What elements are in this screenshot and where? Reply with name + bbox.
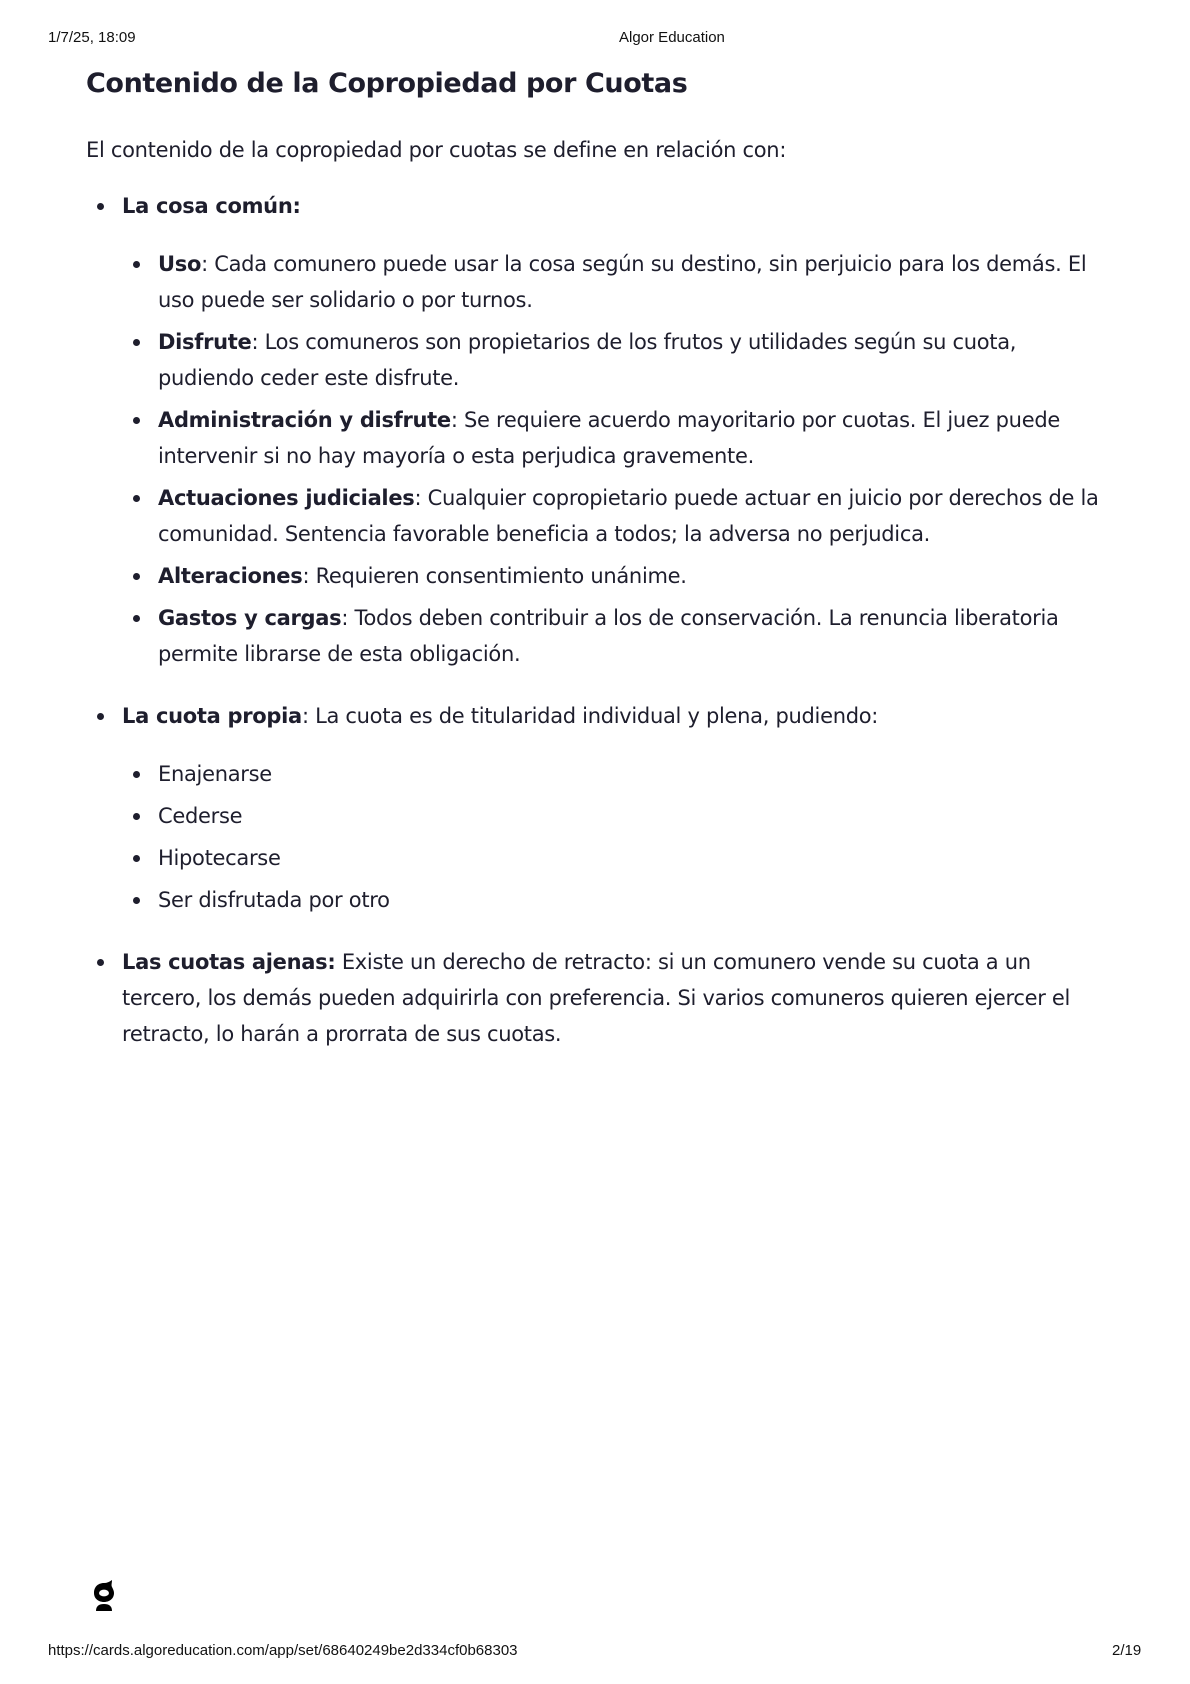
sub-list-item <box>122 402 1116 474</box>
main-list <box>86 188 1116 1052</box>
document-content <box>86 62 1116 1078</box>
sub-list <box>122 246 1116 672</box>
sub-item-text: Enajenarse <box>158 762 272 786</box>
sub-list-item <box>122 798 1116 834</box>
sub-list-item <box>122 840 1116 876</box>
sub-item-term: Disfrute <box>158 330 252 354</box>
list-item-cosa-comun <box>86 188 1116 672</box>
sub-item-term: Actuaciones judiciales <box>158 486 415 510</box>
sub-list-item <box>122 558 1116 594</box>
print-site-title: Algor Education <box>619 29 725 46</box>
algor-logo-icon <box>90 1580 118 1612</box>
sub-list-item <box>122 324 1116 396</box>
list-item-term: La cuota propia <box>122 704 302 728</box>
list-item-text: : La cuota es de titularidad individual y plena, pudiendo: <box>301 704 879 728</box>
sub-item-term: Administración y disfrute <box>158 408 451 432</box>
page-title: Contenido de la Copropiedad por Cuotas <box>86 68 688 99</box>
list-item-cuota-propia <box>86 698 1116 918</box>
list-item-separator: : <box>292 194 301 218</box>
algor-logo-svg <box>90 1580 118 1612</box>
page-number: 2/19 <box>1112 1642 1142 1659</box>
sub-list-item <box>122 480 1116 552</box>
sub-item-text: : Todos deben contribuir a los de conservación. La renuncia liberatoria permite librarse de esta obligación. <box>158 606 1059 666</box>
print-datetime: 1/7/25, 18:09 <box>48 29 136 46</box>
sub-list-item <box>122 600 1116 672</box>
sub-item-text: : Requieren consentimiento unánime. <box>302 564 687 588</box>
sub-item-text: : Cada comunero puede usar la cosa según su destino, sin perjuicio para los demás. El uso puede ser solidario o por turnos. <box>158 252 1087 312</box>
list-item-term: Las cuotas ajenas: <box>122 950 336 974</box>
sub-item-text: Cederse <box>158 804 243 828</box>
print-footer <box>0 1642 1190 1662</box>
print-header <box>0 29 1190 49</box>
sub-list <box>122 756 1116 918</box>
sub-list-item <box>122 882 1116 918</box>
sub-item-text: : Los comuneros son propietarios de los frutos y utilidades según su cuota, pudiendo ceder este disfrute. <box>158 330 1017 390</box>
sub-item-text: : Se requiere acuerdo mayoritario por cuotas. El juez puede intervenir si no hay mayoría o esta perjudica gravemente. <box>158 408 1060 468</box>
sub-item-text: Hipotecarse <box>158 846 281 870</box>
list-item-cuotas-ajenas <box>86 944 1116 1052</box>
sub-item-term: Gastos y cargas <box>158 606 342 630</box>
sub-item-term: Uso <box>158 252 202 276</box>
list-item-text: Existe un derecho de retracto: si un comunero vende su cuota a un tercero, los demás pueden adquirirla con preferencia. Si varios comuneros quieren ejercer el retracto, lo harán a prorrata de sus cuotas. <box>122 950 1071 1046</box>
sub-item-term: Alteraciones <box>158 564 303 588</box>
list-item-term: La cosa común <box>122 194 293 218</box>
sub-list-item <box>122 246 1116 318</box>
sub-item-text: Ser disfrutada por otro <box>158 888 390 912</box>
intro-paragraph: El contenido de la copropiedad por cuotas se define en relación con: <box>86 138 787 162</box>
sub-list-item <box>122 756 1116 792</box>
page-url: https://cards.algoreducation.com/app/set/68640249be2d334cf0b68303 <box>48 1642 518 1659</box>
sub-item-text: : Cualquier copropietario puede actuar en juicio por derechos de la comunidad. Sentencia favorable beneficia a todos; la adversa no perjudica. <box>158 486 1099 546</box>
